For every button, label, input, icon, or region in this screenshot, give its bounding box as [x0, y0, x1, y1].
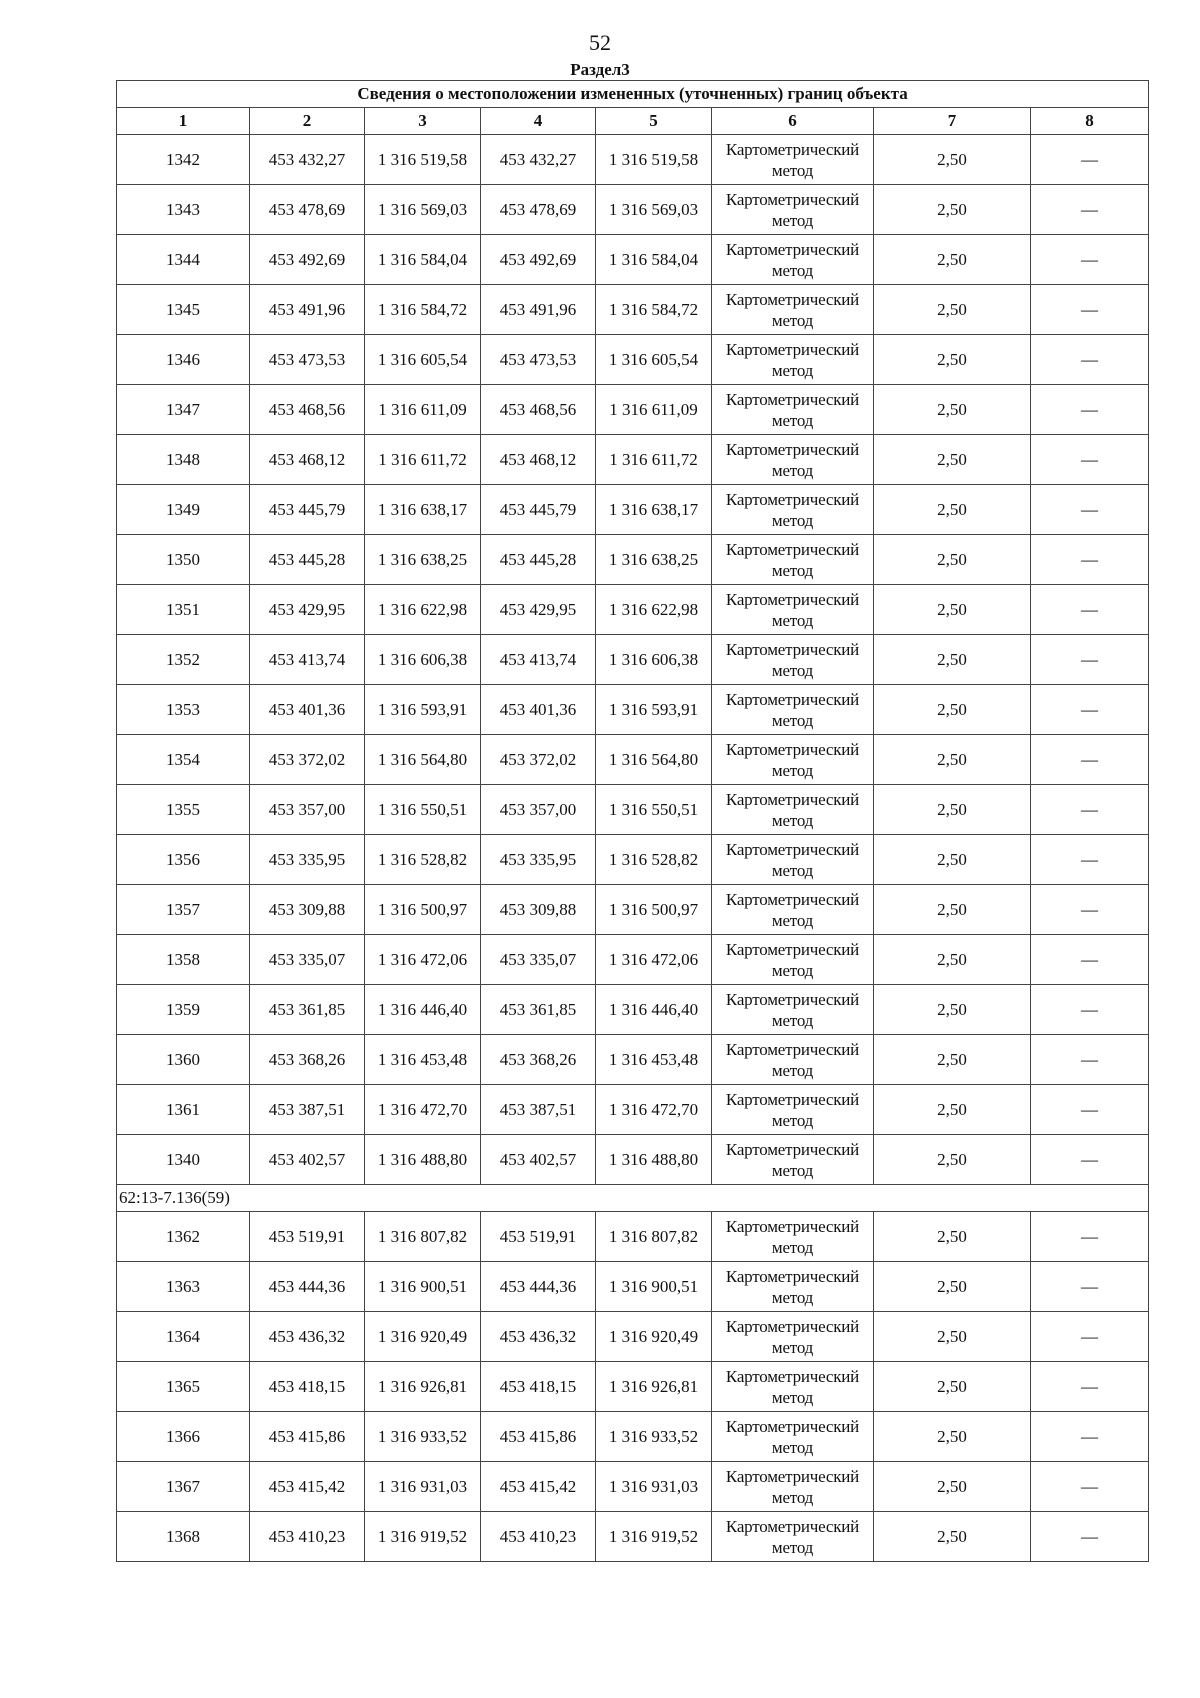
cadastral-number-label: 62:13-7.136(59): [117, 1185, 1149, 1212]
point-number-cell: 1344: [117, 235, 250, 285]
accuracy-cell: 2,50: [874, 635, 1031, 685]
x-new-cell: 453 468,56: [481, 385, 596, 435]
y-new-cell: 1 316 807,82: [596, 1212, 712, 1262]
table-row: [117, 335, 1149, 385]
description-cell: —: [1031, 135, 1149, 185]
table-row: [117, 435, 1149, 485]
accuracy-cell: 2,50: [874, 585, 1031, 635]
point-number-cell: 1348: [117, 435, 250, 485]
y-existing-cell: 1 316 920,49: [365, 1312, 481, 1362]
method-cell: Картометрический метод: [712, 1212, 874, 1262]
accuracy-cell: 2,50: [874, 1312, 1031, 1362]
x-existing-cell: 453 436,32: [250, 1312, 365, 1362]
x-new-cell: 453 415,86: [481, 1412, 596, 1462]
accuracy-cell: 2,50: [874, 1085, 1031, 1135]
method-cell: Картометрический метод: [712, 235, 874, 285]
table-row: [117, 1412, 1149, 1462]
point-number-cell: 1360: [117, 1035, 250, 1085]
accuracy-cell: 2,50: [874, 385, 1031, 435]
description-cell: —: [1031, 535, 1149, 585]
method-cell: Картометрический метод: [712, 785, 874, 835]
table-row: [117, 735, 1149, 785]
x-new-cell: 453 415,42: [481, 1462, 596, 1512]
point-number-cell: 1349: [117, 485, 250, 535]
y-existing-cell: 1 316 919,52: [365, 1512, 481, 1562]
table-row: [117, 1512, 1149, 1562]
x-new-cell: 453 357,00: [481, 785, 596, 835]
accuracy-cell: 2,50: [874, 435, 1031, 485]
y-new-cell: 1 316 638,17: [596, 485, 712, 535]
x-existing-cell: 453 478,69: [250, 185, 365, 235]
method-cell: Картометрический метод: [712, 1462, 874, 1512]
x-new-cell: 453 429,95: [481, 585, 596, 635]
y-new-cell: 1 316 926,81: [596, 1362, 712, 1412]
table-row: [117, 135, 1149, 185]
method-cell: Картометрический метод: [712, 485, 874, 535]
column-number-row: [117, 108, 1149, 135]
x-existing-cell: 453 415,42: [250, 1462, 365, 1512]
y-new-cell: 1 316 622,98: [596, 585, 712, 635]
method-cell: Картометрический метод: [712, 685, 874, 735]
y-new-cell: 1 316 584,04: [596, 235, 712, 285]
description-cell: —: [1031, 485, 1149, 535]
table-row: [117, 185, 1149, 235]
method-cell: Картометрический метод: [712, 635, 874, 685]
y-new-cell: 1 316 500,97: [596, 885, 712, 935]
x-existing-cell: 453 519,91: [250, 1212, 365, 1262]
method-cell: Картометрический метод: [712, 1512, 874, 1562]
method-cell: Картометрический метод: [712, 1085, 874, 1135]
y-existing-cell: 1 316 900,51: [365, 1262, 481, 1312]
description-cell: —: [1031, 285, 1149, 335]
x-existing-cell: 453 357,00: [250, 785, 365, 835]
point-number-cell: 1358: [117, 935, 250, 985]
accuracy-cell: 2,50: [874, 1512, 1031, 1562]
point-number-cell: 1355: [117, 785, 250, 835]
description-cell: —: [1031, 1035, 1149, 1085]
x-new-cell: 453 473,53: [481, 335, 596, 385]
y-new-cell: 1 316 550,51: [596, 785, 712, 835]
y-new-cell: 1 316 569,03: [596, 185, 712, 235]
y-new-cell: 1 316 638,25: [596, 535, 712, 585]
x-new-cell: 453 335,07: [481, 935, 596, 985]
y-new-cell: 1 316 933,52: [596, 1412, 712, 1462]
description-cell: —: [1031, 1512, 1149, 1562]
x-existing-cell: 453 473,53: [250, 335, 365, 385]
y-new-cell: 1 316 564,80: [596, 735, 712, 785]
point-number-cell: 1359: [117, 985, 250, 1035]
table-row: [117, 935, 1149, 985]
x-existing-cell: 453 335,07: [250, 935, 365, 985]
method-cell: Картометрический метод: [712, 285, 874, 335]
accuracy-cell: 2,50: [874, 735, 1031, 785]
y-existing-cell: 1 316 472,70: [365, 1085, 481, 1135]
accuracy-cell: 2,50: [874, 935, 1031, 985]
table-row: [117, 1212, 1149, 1262]
point-number-cell: 1353: [117, 685, 250, 735]
table-row: [117, 535, 1149, 585]
accuracy-cell: 2,50: [874, 135, 1031, 185]
page-number: 52: [589, 30, 611, 55]
table-row: [117, 785, 1149, 835]
y-new-cell: 1 316 606,38: [596, 635, 712, 685]
table-row: [117, 485, 1149, 535]
x-existing-cell: 453 309,88: [250, 885, 365, 935]
x-new-cell: 453 436,32: [481, 1312, 596, 1362]
point-number-cell: 1367: [117, 1462, 250, 1512]
description-cell: —: [1031, 1135, 1149, 1185]
column-header: 1: [117, 108, 250, 135]
y-existing-cell: 1 316 519,58: [365, 135, 481, 185]
y-existing-cell: 1 316 550,51: [365, 785, 481, 835]
method-cell: Картометрический метод: [712, 1262, 874, 1312]
x-new-cell: 453 445,28: [481, 535, 596, 585]
method-cell: Картометрический метод: [712, 1135, 874, 1185]
y-new-cell: 1 316 611,72: [596, 435, 712, 485]
method-cell: Картометрический метод: [712, 1412, 874, 1462]
method-cell: Картометрический метод: [712, 885, 874, 935]
point-number-cell: 1342: [117, 135, 250, 185]
point-number-cell: 1351: [117, 585, 250, 635]
description-cell: —: [1031, 635, 1149, 685]
x-new-cell: 453 491,96: [481, 285, 596, 335]
description-cell: —: [1031, 785, 1149, 835]
x-new-cell: 453 519,91: [481, 1212, 596, 1262]
x-new-cell: 453 444,36: [481, 1262, 596, 1312]
method-cell: Картометрический метод: [712, 585, 874, 635]
y-existing-cell: 1 316 931,03: [365, 1462, 481, 1512]
table-body: [117, 135, 1149, 1562]
y-new-cell: 1 316 611,09: [596, 385, 712, 435]
y-new-cell: 1 316 472,06: [596, 935, 712, 985]
accuracy-cell: 2,50: [874, 785, 1031, 835]
y-new-cell: 1 316 446,40: [596, 985, 712, 1035]
x-existing-cell: 453 387,51: [250, 1085, 365, 1135]
y-existing-cell: 1 316 926,81: [365, 1362, 481, 1412]
method-cell: Картометрический метод: [712, 385, 874, 435]
x-existing-cell: 453 335,95: [250, 835, 365, 885]
method-cell: Картометрический метод: [712, 185, 874, 235]
y-new-cell: 1 316 584,72: [596, 285, 712, 335]
method-cell: Картометрический метод: [712, 985, 874, 1035]
x-new-cell: 453 418,15: [481, 1362, 596, 1412]
description-cell: —: [1031, 1085, 1149, 1135]
x-new-cell: 453 413,74: [481, 635, 596, 685]
y-existing-cell: 1 316 638,17: [365, 485, 481, 535]
point-number-cell: 1357: [117, 885, 250, 935]
table-row: [117, 985, 1149, 1035]
description-cell: —: [1031, 685, 1149, 735]
x-new-cell: 453 309,88: [481, 885, 596, 935]
description-cell: —: [1031, 885, 1149, 935]
point-number-cell: 1363: [117, 1262, 250, 1312]
x-existing-cell: 453 415,86: [250, 1412, 365, 1462]
point-number-cell: 1340: [117, 1135, 250, 1185]
x-new-cell: 453 372,02: [481, 735, 596, 785]
accuracy-cell: 2,50: [874, 1362, 1031, 1412]
y-existing-cell: 1 316 453,48: [365, 1035, 481, 1085]
column-header: 6: [712, 108, 874, 135]
description-cell: —: [1031, 985, 1149, 1035]
y-existing-cell: 1 316 611,09: [365, 385, 481, 435]
table-row: [117, 585, 1149, 635]
table-row: [117, 1085, 1149, 1135]
boundary-coordinates-table: [116, 80, 1149, 1562]
accuracy-cell: 2,50: [874, 1462, 1031, 1512]
y-existing-cell: 1 316 605,54: [365, 335, 481, 385]
accuracy-cell: 2,50: [874, 185, 1031, 235]
description-cell: —: [1031, 185, 1149, 235]
y-existing-cell: 1 316 593,91: [365, 685, 481, 735]
table-row: [117, 1135, 1149, 1185]
y-existing-cell: 1 316 584,04: [365, 235, 481, 285]
y-existing-cell: 1 316 472,06: [365, 935, 481, 985]
description-cell: —: [1031, 1212, 1149, 1262]
point-number-cell: 1361: [117, 1085, 250, 1135]
table-row: [117, 385, 1149, 435]
y-new-cell: 1 316 920,49: [596, 1312, 712, 1362]
y-new-cell: 1 316 931,03: [596, 1462, 712, 1512]
table-row: [117, 1262, 1149, 1312]
point-number-cell: 1354: [117, 735, 250, 785]
y-new-cell: 1 316 900,51: [596, 1262, 712, 1312]
method-cell: Картометрический метод: [712, 935, 874, 985]
description-cell: —: [1031, 735, 1149, 785]
y-existing-cell: 1 316 807,82: [365, 1212, 481, 1262]
table-caption: Сведения о местоположении измененных (уточненных) границ объекта: [117, 81, 1149, 108]
point-number-cell: 1345: [117, 285, 250, 335]
column-header: 8: [1031, 108, 1149, 135]
accuracy-cell: 2,50: [874, 335, 1031, 385]
y-existing-cell: 1 316 528,82: [365, 835, 481, 885]
point-number-cell: 1350: [117, 535, 250, 585]
method-cell: Картометрический метод: [712, 735, 874, 785]
x-existing-cell: 453 468,12: [250, 435, 365, 485]
accuracy-cell: 2,50: [874, 1035, 1031, 1085]
y-existing-cell: 1 316 584,72: [365, 285, 481, 335]
x-existing-cell: 453 444,36: [250, 1262, 365, 1312]
description-cell: —: [1031, 585, 1149, 635]
y-existing-cell: 1 316 622,98: [365, 585, 481, 635]
accuracy-cell: 2,50: [874, 835, 1031, 885]
table-row: [117, 1362, 1149, 1412]
y-new-cell: 1 316 453,48: [596, 1035, 712, 1085]
method-cell: Картометрический метод: [712, 1035, 874, 1085]
point-number-cell: 1365: [117, 1362, 250, 1412]
y-existing-cell: 1 316 488,80: [365, 1135, 481, 1185]
x-new-cell: 453 335,95: [481, 835, 596, 885]
column-header: 2: [250, 108, 365, 135]
description-cell: —: [1031, 935, 1149, 985]
x-new-cell: 453 401,36: [481, 685, 596, 735]
table-row: [117, 685, 1149, 735]
table-row: [117, 885, 1149, 935]
accuracy-cell: 2,50: [874, 985, 1031, 1035]
y-existing-cell: 1 316 564,80: [365, 735, 481, 785]
y-new-cell: 1 316 605,54: [596, 335, 712, 385]
x-existing-cell: 453 429,95: [250, 585, 365, 635]
x-existing-cell: 453 445,79: [250, 485, 365, 535]
y-existing-cell: 1 316 611,72: [365, 435, 481, 485]
x-new-cell: 453 387,51: [481, 1085, 596, 1135]
accuracy-cell: 2,50: [874, 1135, 1031, 1185]
x-new-cell: 453 468,12: [481, 435, 596, 485]
point-number-cell: 1343: [117, 185, 250, 235]
y-new-cell: 1 316 528,82: [596, 835, 712, 885]
x-existing-cell: 453 361,85: [250, 985, 365, 1035]
x-existing-cell: 453 492,69: [250, 235, 365, 285]
point-number-cell: 1364: [117, 1312, 250, 1362]
x-new-cell: 453 410,23: [481, 1512, 596, 1562]
x-existing-cell: 453 413,74: [250, 635, 365, 685]
y-new-cell: 1 316 593,91: [596, 685, 712, 735]
x-new-cell: 453 402,57: [481, 1135, 596, 1185]
point-number-cell: 1362: [117, 1212, 250, 1262]
accuracy-cell: 2,50: [874, 1412, 1031, 1462]
point-number-cell: 1346: [117, 335, 250, 385]
table-row: [117, 235, 1149, 285]
y-existing-cell: 1 316 446,40: [365, 985, 481, 1035]
y-new-cell: 1 316 488,80: [596, 1135, 712, 1185]
accuracy-cell: 2,50: [874, 485, 1031, 535]
accuracy-cell: 2,50: [874, 685, 1031, 735]
description-cell: —: [1031, 1362, 1149, 1412]
method-cell: Картометрический метод: [712, 435, 874, 485]
x-existing-cell: 453 368,26: [250, 1035, 365, 1085]
method-cell: Картометрический метод: [712, 835, 874, 885]
table-row: [117, 835, 1149, 885]
x-new-cell: 453 478,69: [481, 185, 596, 235]
x-new-cell: 453 361,85: [481, 985, 596, 1035]
column-header: 7: [874, 108, 1031, 135]
point-number-cell: 1356: [117, 835, 250, 885]
accuracy-cell: 2,50: [874, 535, 1031, 585]
y-new-cell: 1 316 519,58: [596, 135, 712, 185]
description-cell: —: [1031, 1312, 1149, 1362]
y-existing-cell: 1 316 933,52: [365, 1412, 481, 1462]
method-cell: Картометрический метод: [712, 335, 874, 385]
y-existing-cell: 1 316 500,97: [365, 885, 481, 935]
description-cell: —: [1031, 1262, 1149, 1312]
column-header: 4: [481, 108, 596, 135]
column-header: 3: [365, 108, 481, 135]
table-row: [117, 1312, 1149, 1362]
accuracy-cell: 2,50: [874, 1262, 1031, 1312]
x-existing-cell: 453 468,56: [250, 385, 365, 435]
method-cell: Картометрический метод: [712, 535, 874, 585]
y-existing-cell: 1 316 638,25: [365, 535, 481, 585]
accuracy-cell: 2,50: [874, 235, 1031, 285]
column-header: 5: [596, 108, 712, 135]
table-row: [117, 285, 1149, 335]
x-new-cell: 453 432,27: [481, 135, 596, 185]
description-cell: —: [1031, 335, 1149, 385]
point-number-cell: 1352: [117, 635, 250, 685]
description-cell: —: [1031, 235, 1149, 285]
x-existing-cell: 453 418,15: [250, 1362, 365, 1412]
table-row: [117, 1035, 1149, 1085]
x-existing-cell: 453 402,57: [250, 1135, 365, 1185]
x-existing-cell: 453 432,27: [250, 135, 365, 185]
x-existing-cell: 453 445,28: [250, 535, 365, 585]
description-cell: —: [1031, 1412, 1149, 1462]
point-number-cell: 1347: [117, 385, 250, 435]
group-label-row: [117, 1185, 1149, 1212]
x-existing-cell: 453 410,23: [250, 1512, 365, 1562]
accuracy-cell: 2,50: [874, 885, 1031, 935]
y-existing-cell: 1 316 569,03: [365, 185, 481, 235]
x-new-cell: 453 445,79: [481, 485, 596, 535]
method-cell: Картометрический метод: [712, 1312, 874, 1362]
description-cell: —: [1031, 385, 1149, 435]
point-number-cell: 1368: [117, 1512, 250, 1562]
x-new-cell: 453 368,26: [481, 1035, 596, 1085]
y-new-cell: 1 316 919,52: [596, 1512, 712, 1562]
x-existing-cell: 453 491,96: [250, 285, 365, 335]
description-cell: —: [1031, 435, 1149, 485]
method-cell: Картометрический метод: [712, 1362, 874, 1412]
accuracy-cell: 2,50: [874, 1212, 1031, 1262]
point-number-cell: 1366: [117, 1412, 250, 1462]
description-cell: —: [1031, 835, 1149, 885]
method-cell: Картометрический метод: [712, 135, 874, 185]
y-existing-cell: 1 316 606,38: [365, 635, 481, 685]
x-existing-cell: 453 401,36: [250, 685, 365, 735]
x-new-cell: 453 492,69: [481, 235, 596, 285]
section-title: Раздел3: [570, 60, 630, 79]
accuracy-cell: 2,50: [874, 285, 1031, 335]
table-row: [117, 635, 1149, 685]
table-row: [117, 1462, 1149, 1512]
description-cell: —: [1031, 1462, 1149, 1512]
y-new-cell: 1 316 472,70: [596, 1085, 712, 1135]
x-existing-cell: 453 372,02: [250, 735, 365, 785]
